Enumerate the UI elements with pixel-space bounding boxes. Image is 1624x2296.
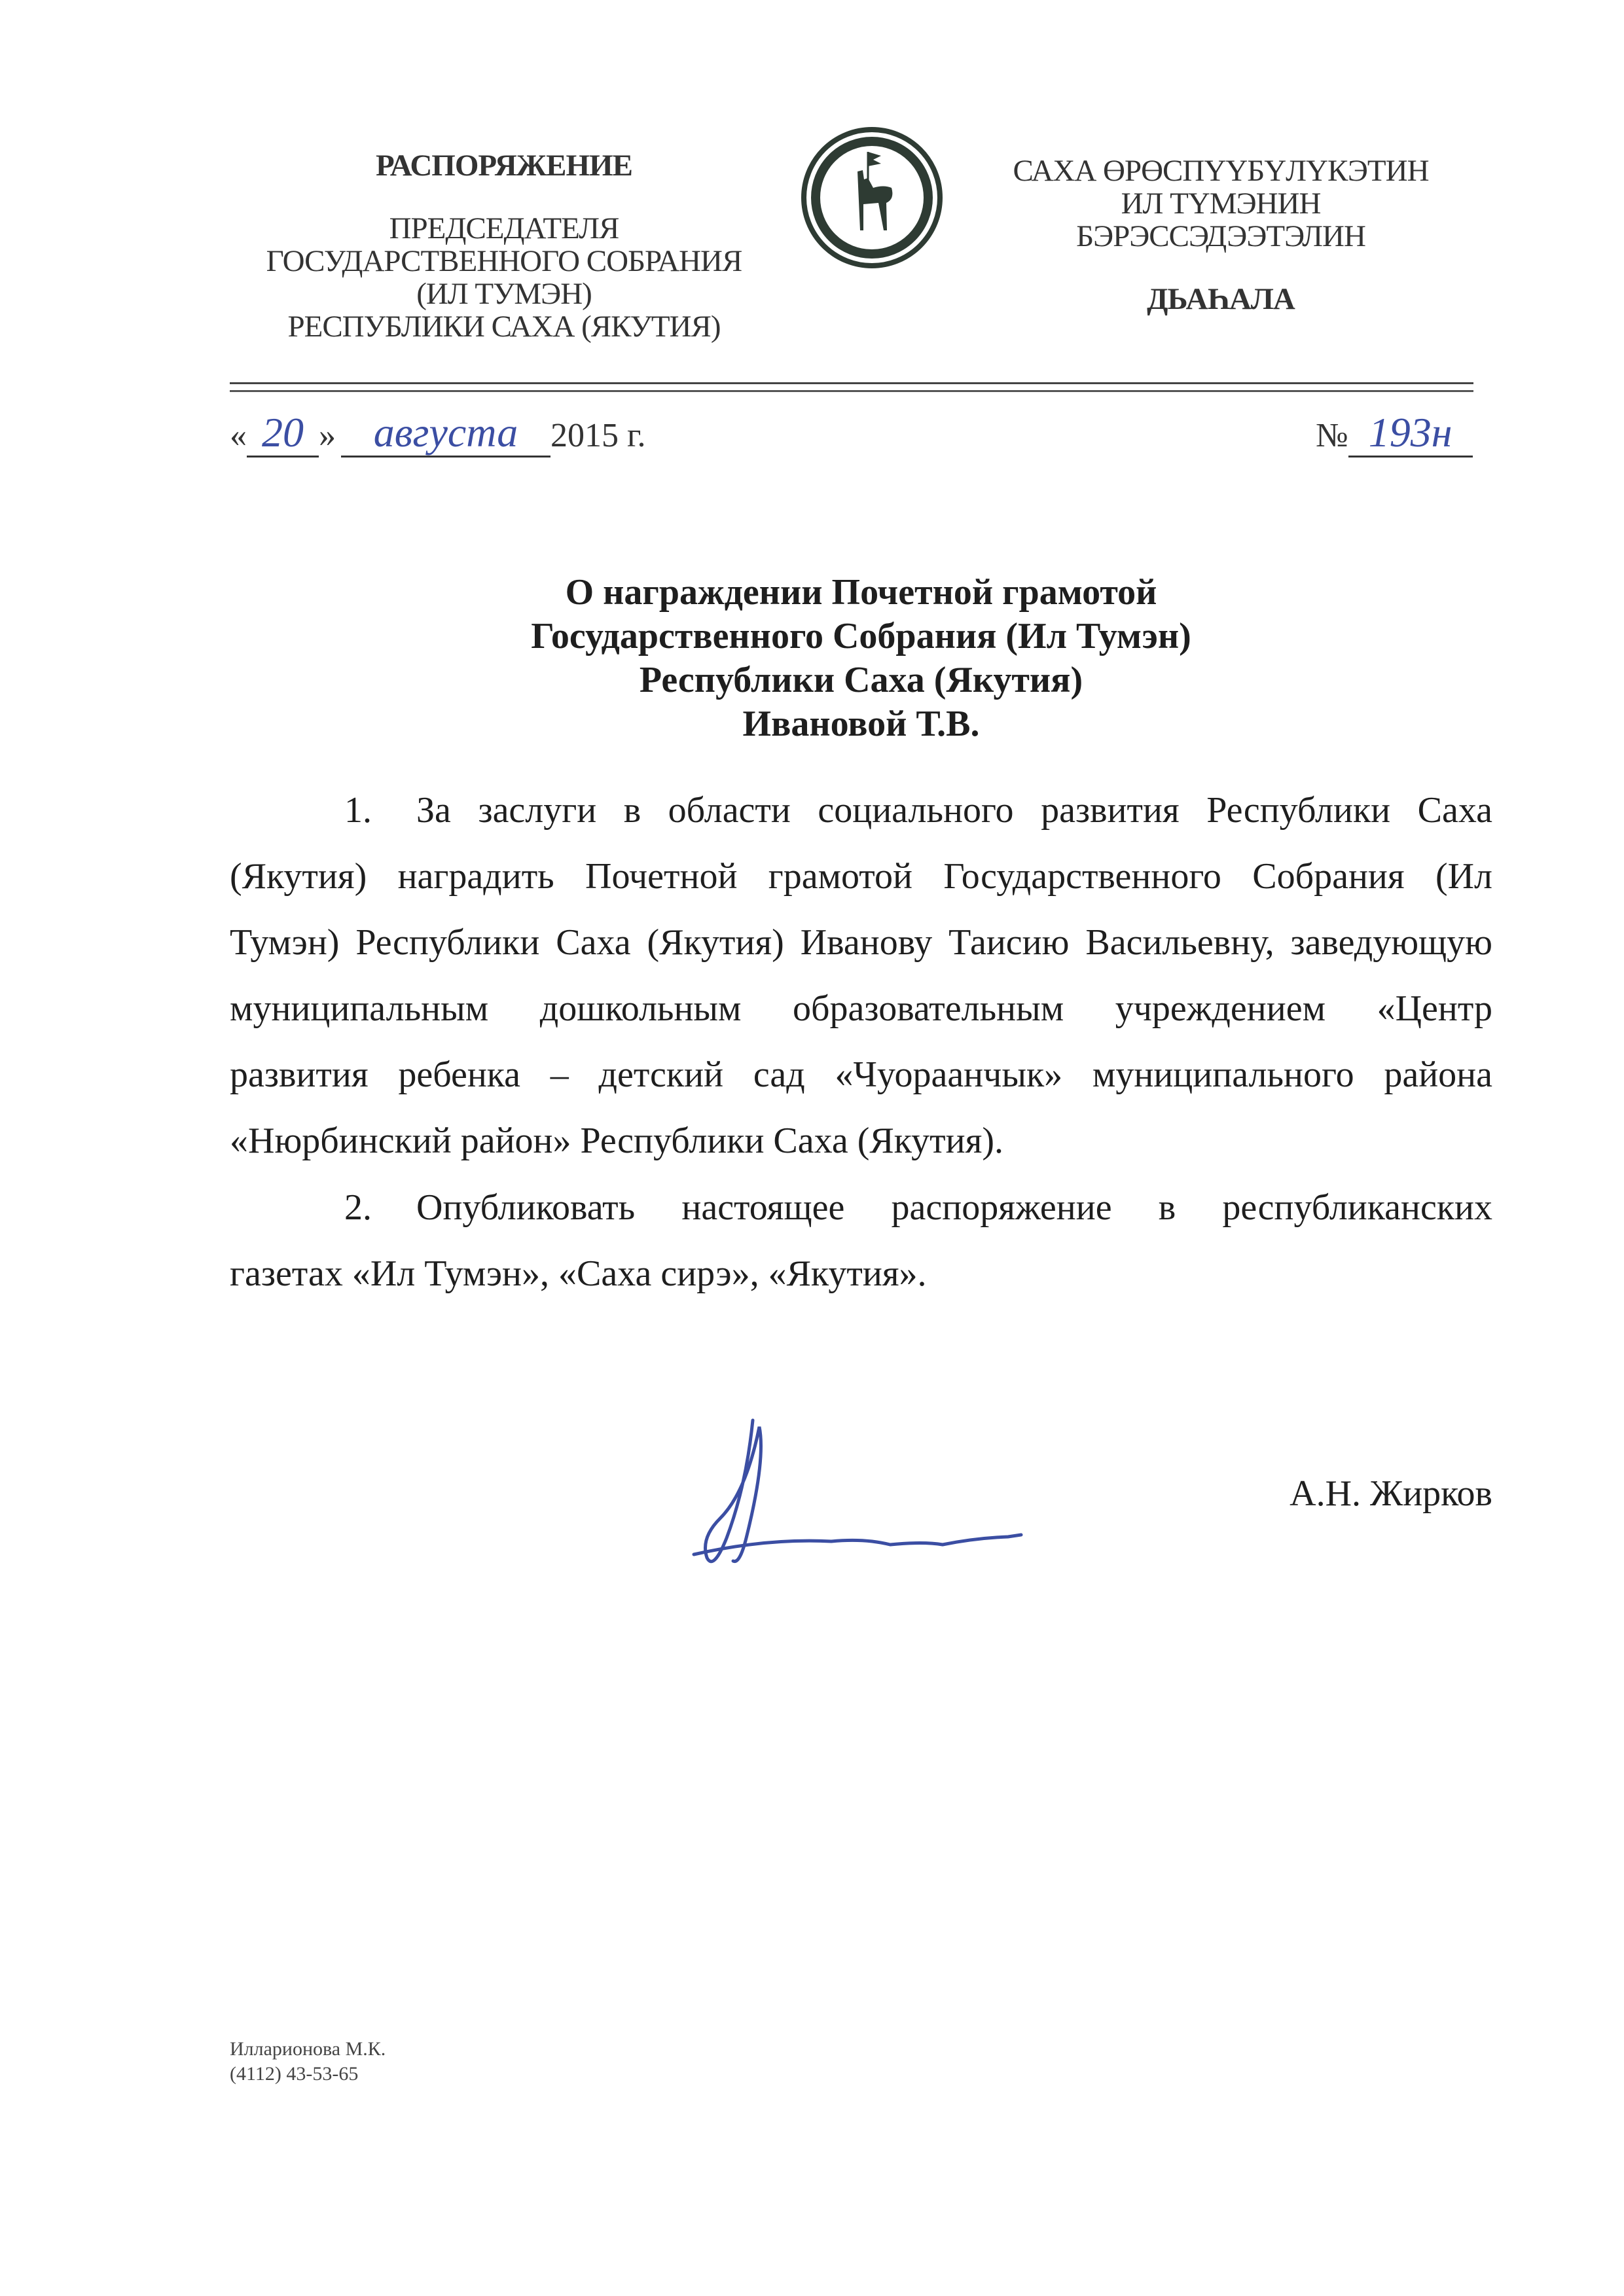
footer-author: Илларионова М.К. <box>230 2038 386 2060</box>
signatory-name: А.Н. Жирков <box>1290 1473 1492 1514</box>
header-left-line: ПРЕДСЕДАТЕЛЯ <box>389 211 619 245</box>
date-month: августа <box>341 410 550 457</box>
header-right-line: САХА ӨРӨСПҮҮБҮЛҮКЭТИН <box>1013 154 1429 188</box>
footer-contact <box>230 2037 386 2087</box>
item-2: 2. Опубликовать настоящее распоряжение в республиканских газетах «Ил Тумэн», «Саха сирэ», «Якутия». <box>230 1187 1492 1294</box>
date-day: 20 <box>247 410 319 457</box>
header-right-line: БЭРЭССЭДЭЭТЭЛИН <box>1076 219 1365 253</box>
header-left-line: РЕСПУБЛИКИ САХА (ЯКУТИЯ) <box>287 310 721 344</box>
date-year: 2015 г. <box>550 417 646 454</box>
header-left <box>216 149 792 343</box>
document-type-sakha: ДЬАҺАЛА <box>1147 282 1295 316</box>
document-title: О награждении Почетной грамотой Государственного Собрания (Ил Тумэн) Республики Саха (Якутия) Ивановой Т.В. <box>531 572 1191 744</box>
header-left-line: ГОСУДАРСТВЕННОГО СОБРАНИЯ <box>266 244 742 278</box>
header-left-line: (ИЛ ТУМЭН) <box>416 277 592 311</box>
handwritten-signature <box>668 1407 1034 1577</box>
item-1: 1. За заслуги в области социального развития Республики Саха (Якутия) наградить Почетной грамотой Государственного Собрания (Ил Тумэн) Республики Саха (Якутия) Иванову Таисию Васильевну, заведующую муниципальным дошкольным образовательным учреждением «Центр развития ребенка – детский сад «Чуораанчык» муниципального района «Нюрбинский район» Республики Саха (Якутия). <box>230 790 1492 1161</box>
footer-phone: (4112) 43-53-65 <box>230 2063 359 2085</box>
header-right-line: ИЛ ТҮМЭНИН <box>1121 187 1321 221</box>
coat-of-arms-emblem <box>800 126 944 270</box>
number-value: 193н <box>1348 410 1473 457</box>
document-type: РАСПОРЯЖЕНИЕ <box>376 149 632 183</box>
header-divider <box>230 382 1473 392</box>
document-date: « 20 » августа 2015 г. <box>230 410 645 459</box>
header-right <box>969 154 1473 315</box>
document-number: № 193н <box>1316 410 1473 459</box>
